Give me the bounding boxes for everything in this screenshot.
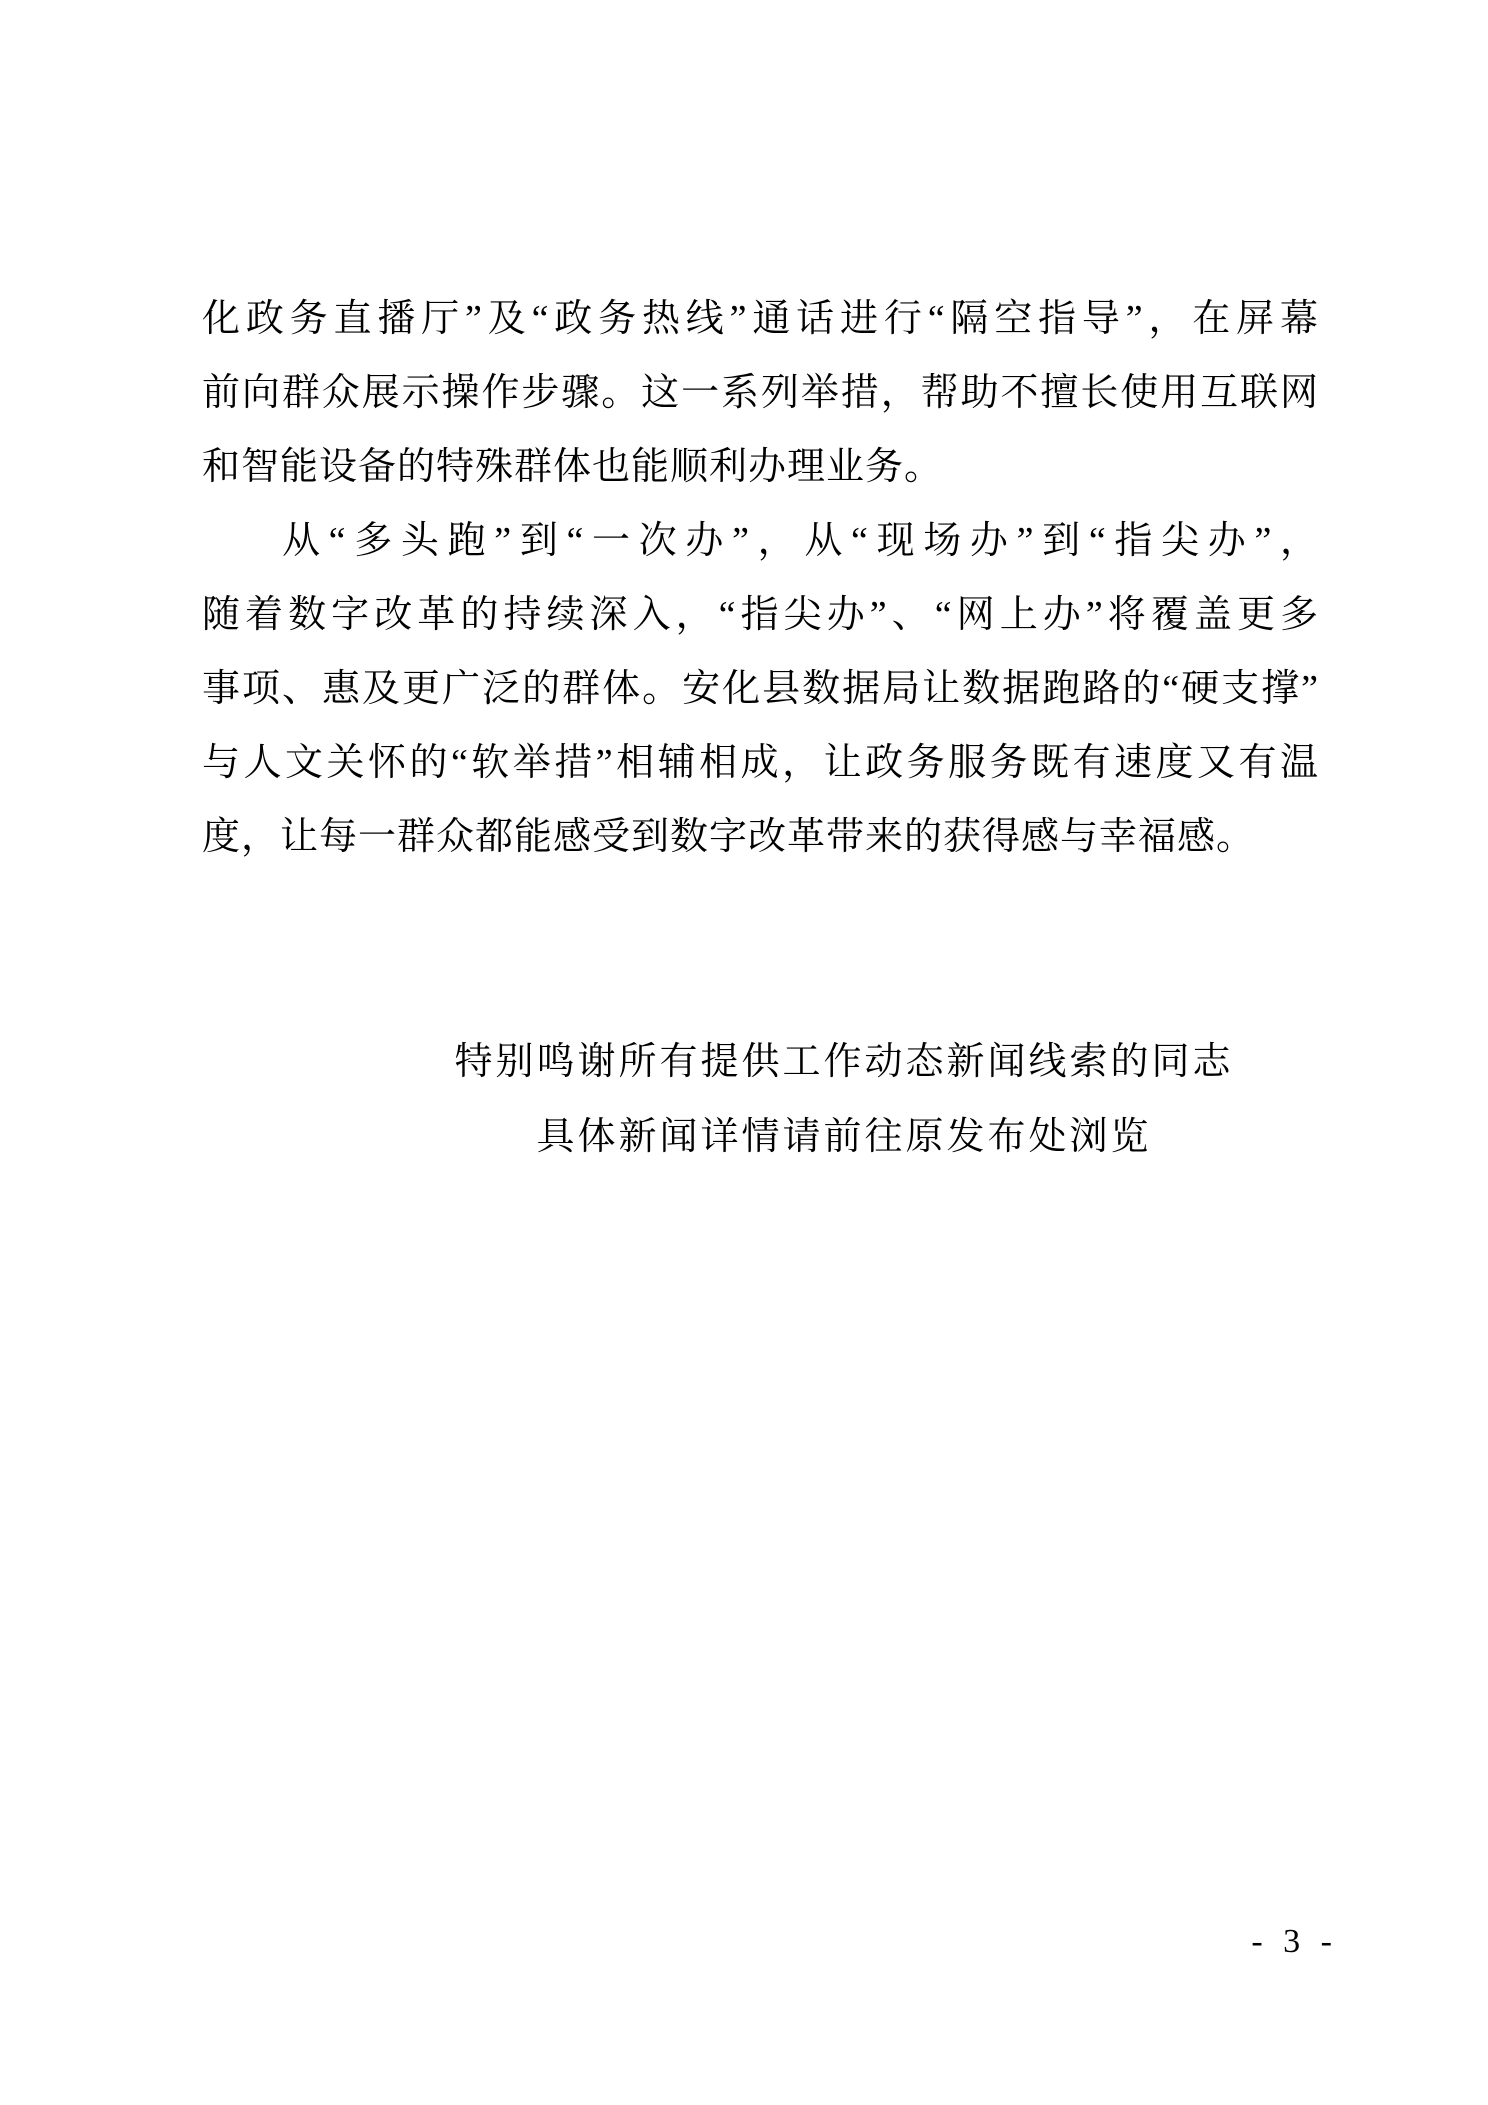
- acknowledgement-line: 特别鸣谢所有提供工作动态新闻线索的同志: [454, 1041, 1234, 1083]
- body-text-line: 和智能设备的特殊群体也能顺利办理业务。: [202, 446, 944, 488]
- body-text-line: 事项、惠及更广泛的群体。安化县数据局让数据跑路的“硬支撑”: [202, 668, 1318, 710]
- body-text-block: [202, 282, 1318, 874]
- body-text-line: 前向群众展示操作步骤。这一系列举措，帮助不擅长使用互联网: [202, 372, 1318, 414]
- body-text-line: 与人文关怀的“软举措”相辅相成，让政务服务既有速度又有温: [202, 742, 1318, 784]
- acknowledgement-line: 具体新闻详情请前往原发布处浏览: [536, 1116, 1152, 1158]
- body-text-line: 随着数字改革的持续深入，“指尖办”、“网上办”将覆盖更多: [202, 594, 1318, 636]
- page-number: - 3 -: [1251, 1923, 1338, 1960]
- body-text-line: 度，让每一群众都能感受到数字改革带来的获得感与幸福感。: [202, 816, 1256, 858]
- acknowledgement-block: [200, 1025, 1488, 1175]
- body-text-line: 从“多头跑”到“一次办”，从“现场办”到“指尖办”，: [282, 520, 1318, 562]
- body-text-line: 化政务直播厅”及“政务热线”通话进行“隔空指导”，在屏幕: [202, 298, 1318, 340]
